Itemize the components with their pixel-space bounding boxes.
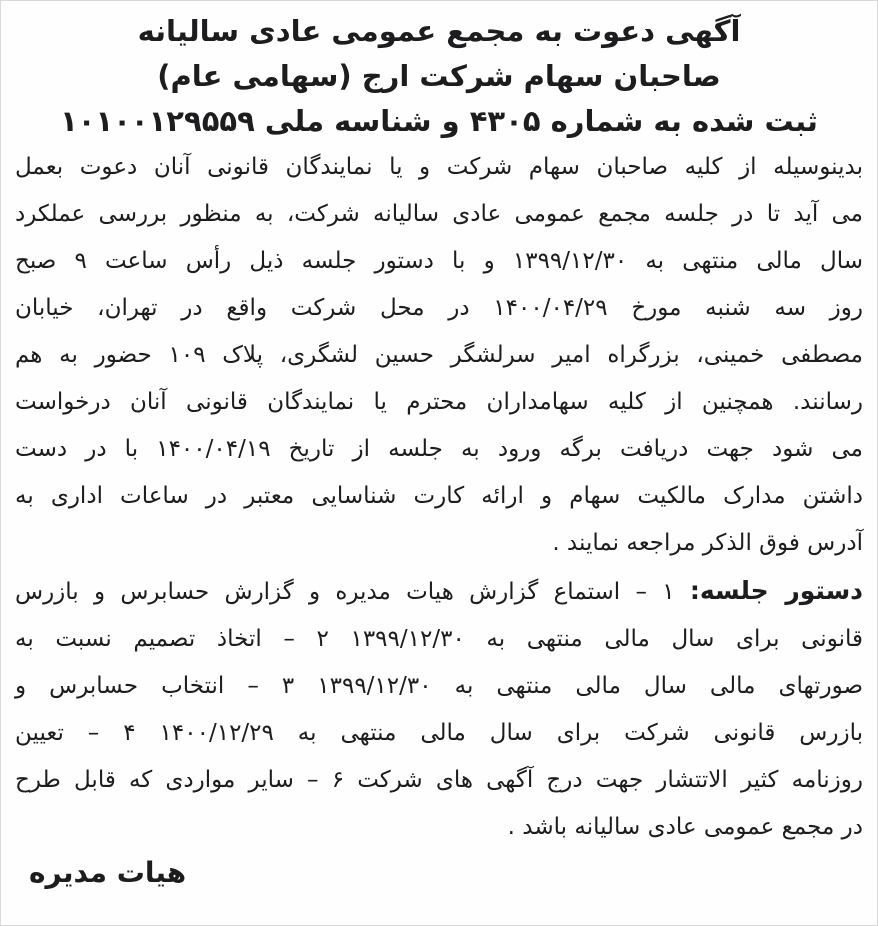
body-line: آدرس فوق الذکر مراجعه نمایند . [552, 530, 863, 556]
title-line-company: صاحبان سهام شرکت ارج (سهامی عام) [157, 59, 721, 93]
agenda-line: بازرس قانونی شرکت برای سال مالی منتهی به ۱۴۰۰/۱۲/۲۹ ۴ – تعیین [15, 720, 864, 746]
board-signature: هیات مدیره [29, 856, 187, 889]
agenda-line: صورتهای مالی سال مالی منتهی به ۱۳۹۹/۱۲/۳۰ ۳ – انتخاب حسابرس و [15, 673, 863, 699]
body-line: سال مالی منتهی به ۱۳۹۹/۱۲/۳۰ و با دستور جلسه ذیل رأس ساعت ۹ صبح [15, 248, 863, 274]
body-line: می آید تا در جلسه مجمع عمومی عادی سالیانه شرکت، به منظور بررسی عملکرد [15, 201, 863, 227]
agenda-line: قانونی برای سال مالی منتهی به ۱۳۹۹/۱۲/۳۰ ۲ – اتخاذ تصمیم نسبت به [15, 626, 863, 652]
title-block [15, 9, 863, 144]
body-line: رسانند. همچنین از کلیه سهامداران محترم یا نمایندگان قانونی آنان درخواست [15, 389, 863, 415]
title-line-invitation: آگهی دعوت به مجمع عمومی عادی سالیانه [137, 14, 741, 48]
agenda-line [15, 567, 863, 616]
agenda-paragraph [15, 567, 863, 851]
agenda-item-text: ۱ – استماع گزارش هیات مدیره و گزارش حسابرس و بازرس [15, 579, 675, 605]
body-line: بدینوسیله از کلیه صاحبان سهام شرکت و یا نمایندگان قانونی آنان دعوت بعمل [15, 154, 863, 180]
body-line: می شود جهت دریافت برگه ورود به جلسه از تاریخ ۱۴۰۰/۰۴/۱۹ با در دست [15, 436, 863, 462]
body-paragraph [15, 144, 863, 567]
body-line: مصطفی خمینی، بزرگراه امیر سرلشگر حسین لشگری، پلاک ۱۰۹ حضور به هم [15, 342, 864, 368]
title-line-registration: ثبت شده به شماره ۴۳۰۵ و شناسه ملی ۱۰۱۰۰۱۲۹۵۵۹ [60, 104, 818, 138]
agenda-line: روزنامه کثیر الاتتشار جهت درج آگهی های شرکت ۶ – سایر مواردی که قابل طرح [15, 767, 863, 793]
agenda-heading: دستور جلسه: [689, 576, 863, 605]
body-line: داشتن مدارک مالکیت سهام و ارائه کارت شناسایی معتبر در ساعات اداری به [15, 483, 863, 509]
agenda-line: در مجمع عمومی عادی سالیانه باشد . [507, 814, 863, 840]
body-line: روز سه شنبه مورخ ۱۴۰۰/۰۴/۲۹ در محل شرکت واقع در تهران، خیابان [15, 295, 863, 321]
